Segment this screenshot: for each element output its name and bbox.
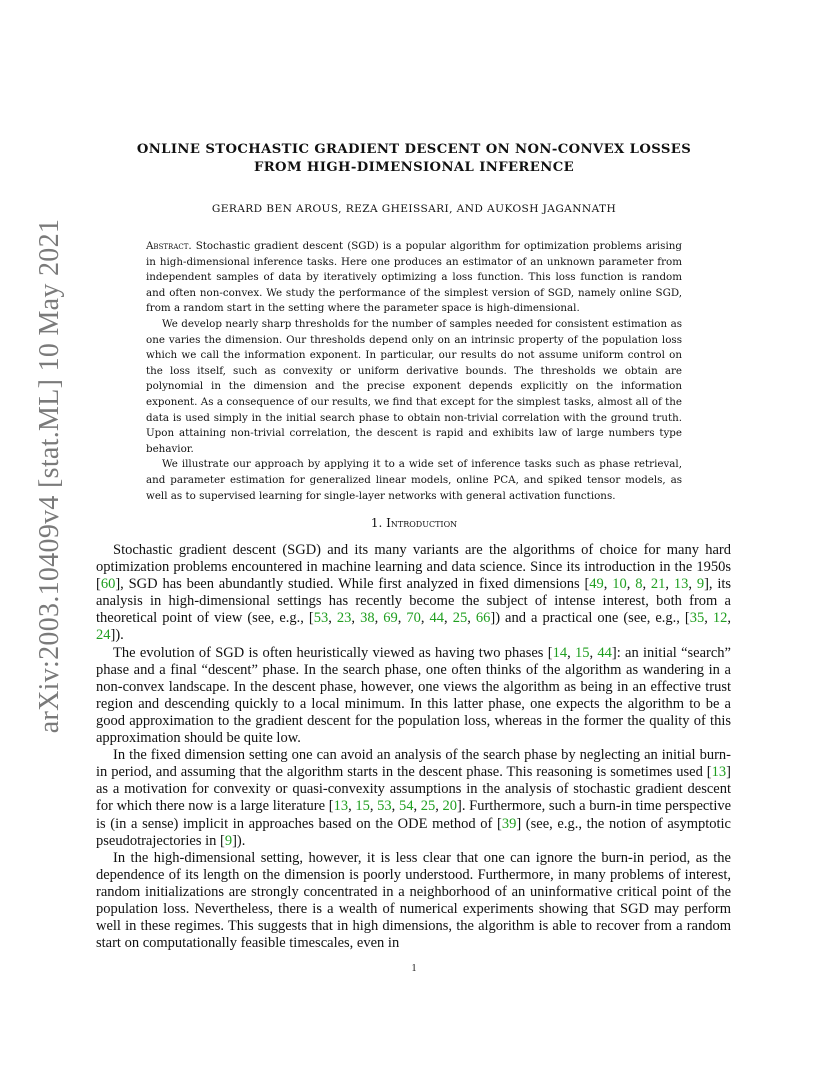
citation-link[interactable]: 15 <box>574 644 590 661</box>
citation-group: 49, 10, 8, 21, 13, 9 <box>589 576 705 593</box>
body-text-segment: ]). <box>110 627 124 644</box>
arxiv-identifier: arXiv:2003.10409v4 [stat.ML] 10 May 2021 <box>34 218 65 734</box>
paper-title-line-2: FROM HIGH-DIMENSIONAL INFERENCE <box>253 160 575 175</box>
citation-link[interactable]: 53 <box>313 610 329 627</box>
body-text-segment: ]). <box>232 832 246 849</box>
body-text-segment: ], its analysis in high-dimensional settings has recently become the subject of intense interest, both from a theoretical point of view (see, e.g., [ <box>96 576 732 627</box>
citation-link[interactable]: 13 <box>711 764 727 781</box>
paper-title <box>100 141 728 177</box>
body-text-segment: Stochastic gradient descent (SGD) and its many variants are the algorithms of choice for many hard optimization problems encountered in machine learning and data science. Since its introduction in the 1950s [ <box>96 542 731 593</box>
citation-link[interactable]: 15 <box>355 798 370 815</box>
body-text-segment: The evolution of SGD is often heuristically viewed as having two phases [ <box>113 644 553 661</box>
section-title: Introduction <box>386 516 458 530</box>
citation-group: 35, 12, 24 <box>96 610 732 644</box>
citation-link[interactable]: 10 <box>612 576 627 593</box>
body-paragraph-4: In the high-dimensional setting, however, it is less clear that one can ignore the burn-in period, as the dependence of its length on the dimension is poorly understood. Furthermore, in many problems of interest, random initializations are strongly concentrated in a neighborhood of an uninformative critical point of the population loss. Nevertheless, there is a wealth of numerical experiments showing that SGD may perform well in these regimes. This suggests that in high dimensions, the algorithm is able to recover from a random start on computationally feasible timescales, even in <box>96 849 731 952</box>
citation-group: 53, 23, 38, 69, 70, 44, 25, 66 <box>313 610 491 627</box>
citation-link[interactable]: 69 <box>383 610 398 627</box>
body-text-segment: ]) and a practical one (see, e.g., [ <box>490 610 690 627</box>
body-paragraph-3 <box>96 747 731 850</box>
citation-link[interactable]: 14 <box>552 644 568 661</box>
citation-link[interactable]: 9 <box>696 576 705 593</box>
citation-link[interactable]: 12 <box>712 610 728 627</box>
abstract-paragraph-1 <box>146 239 682 317</box>
body-text-segment: ]. Furthermore, such a burn-in time perspective is (in a sense) implicit in approaches based on the ODE method of [ <box>96 798 732 832</box>
citation-link[interactable]: 49 <box>589 576 604 593</box>
citation-link[interactable]: 9 <box>224 832 233 849</box>
citation-link[interactable]: 35 <box>689 610 705 627</box>
citation-link[interactable]: 44 <box>429 610 445 627</box>
abstract <box>146 239 682 504</box>
citation-link[interactable]: 66 <box>475 610 491 627</box>
citation-link[interactable]: 20 <box>442 798 458 815</box>
citation-group: 13, 15, 53, 54, 25, 20 <box>333 798 458 815</box>
citation-link[interactable]: 60 <box>100 576 116 593</box>
body-text-segment: ] (see, e.g., the notion of asymptotic pseudotrajectories in [ <box>96 815 731 849</box>
paper-authors: GERARD BEN AROUS, REZA GHEISSARI, AND AUKOSH JAGANNATH <box>211 203 617 215</box>
citation-link[interactable]: 24 <box>96 627 111 644</box>
paper-title-line-1: ONLINE STOCHASTIC GRADIENT DESCENT ON NON-CONVEX LOSSES <box>136 142 692 157</box>
page-number: 1 <box>411 963 417 974</box>
citation-link[interactable]: 54 <box>398 798 414 815</box>
body-text <box>96 542 731 952</box>
citation-link[interactable]: 25 <box>452 610 468 627</box>
citation-link[interactable]: 44 <box>597 644 612 661</box>
abstract-paragraph-2: We develop nearly sharp thresholds for the number of samples needed for consistent estimation as one varies the dimension. Our thresholds depend only on an intrinsic property of the population loss which we call the information exponent. In particular, our results do not assume uniform control on the loss itself, such as convexity or uniform derivative bounds. The thresholds we obtain are polynomial in the dimension and the precise exponent depends explicitly on the information exponent. As a consequence of our results, we find that except for the simplest tasks, almost all of the data is used simply in the initial search phase to obtain non-trivial correlation with the ground truth. Upon attaining non-trivial correlation, the descent is rapid and exhibits law of large numbers type behavior. <box>146 317 682 455</box>
citation-link[interactable]: 53 <box>377 798 392 815</box>
citation-link[interactable]: 13 <box>333 798 349 815</box>
abstract-paragraph-3: We illustrate our approach by applying it to a wide set of inference tasks such as phase retrieval, and parameter estimation for generalized linear models, online PCA, and spiked tensor models, as well as to supervised learning for single-layer networks with general activation functions. <box>146 458 682 502</box>
section-heading <box>100 516 728 530</box>
body-text-segment: ], SGD has been abundantly studied. While first analyzed in fixed dimensions [ <box>115 576 590 593</box>
citation-link[interactable]: 13 <box>673 576 689 593</box>
abstract-text-1: Stochastic gradient descent (SGD) is a popular algorithm for optimization problems arising in high-dimensional inference tasks. Here one produces an estimator of an unknown parameter from independent samples of data by iteratively optimizing a loss function. This loss function is random and often non-convex. We study the performance of the simplest version of SGD, namely online SGD, from a random start in the setting where the parameter space is high-dimensional. <box>146 240 682 315</box>
citation-link[interactable]: 70 <box>406 610 421 627</box>
citation-link[interactable]: 39 <box>501 815 517 832</box>
body-text-segment: In the fixed dimension setting one can avoid an analysis of the search phase by neglecting an initial burn-in period, and assuming that the algorithm starts in the descent phase. This reasoning is sometimes used [ <box>96 747 731 781</box>
body-text-segment: ] as a motivation for convexity or quasi-convexity assumptions in the analysis of stochastic gradient descent for which there now is a large literature [ <box>96 764 731 815</box>
citation-group: 14, 15, 44 <box>552 644 612 661</box>
citation-link[interactable]: 8 <box>635 576 643 593</box>
citation-link[interactable]: 38 <box>360 610 375 627</box>
citation-link[interactable]: 23 <box>336 610 352 627</box>
abstract-label: Abstract. <box>146 240 192 252</box>
body-paragraph-1 <box>96 542 731 645</box>
citation-link[interactable]: 25 <box>420 798 436 815</box>
body-paragraph-2 <box>96 645 731 748</box>
section-number: 1. <box>370 516 383 530</box>
citation-link[interactable]: 21 <box>650 576 666 593</box>
body-text-segment: ]: an initial “search” phase and a final “descent” phase. In the search phase, one often thinks of the algorithm as wandering in a non-convex landscape. In the descent phase, however, one views the algorithm as being in an effective trust region and descending quickly to a local minimum. In this latter phase, one expects the algorithm to be a good approximation to the gradient descent for the population loss, whereas in the former the quality of this approximation should be quite low. <box>96 644 731 747</box>
